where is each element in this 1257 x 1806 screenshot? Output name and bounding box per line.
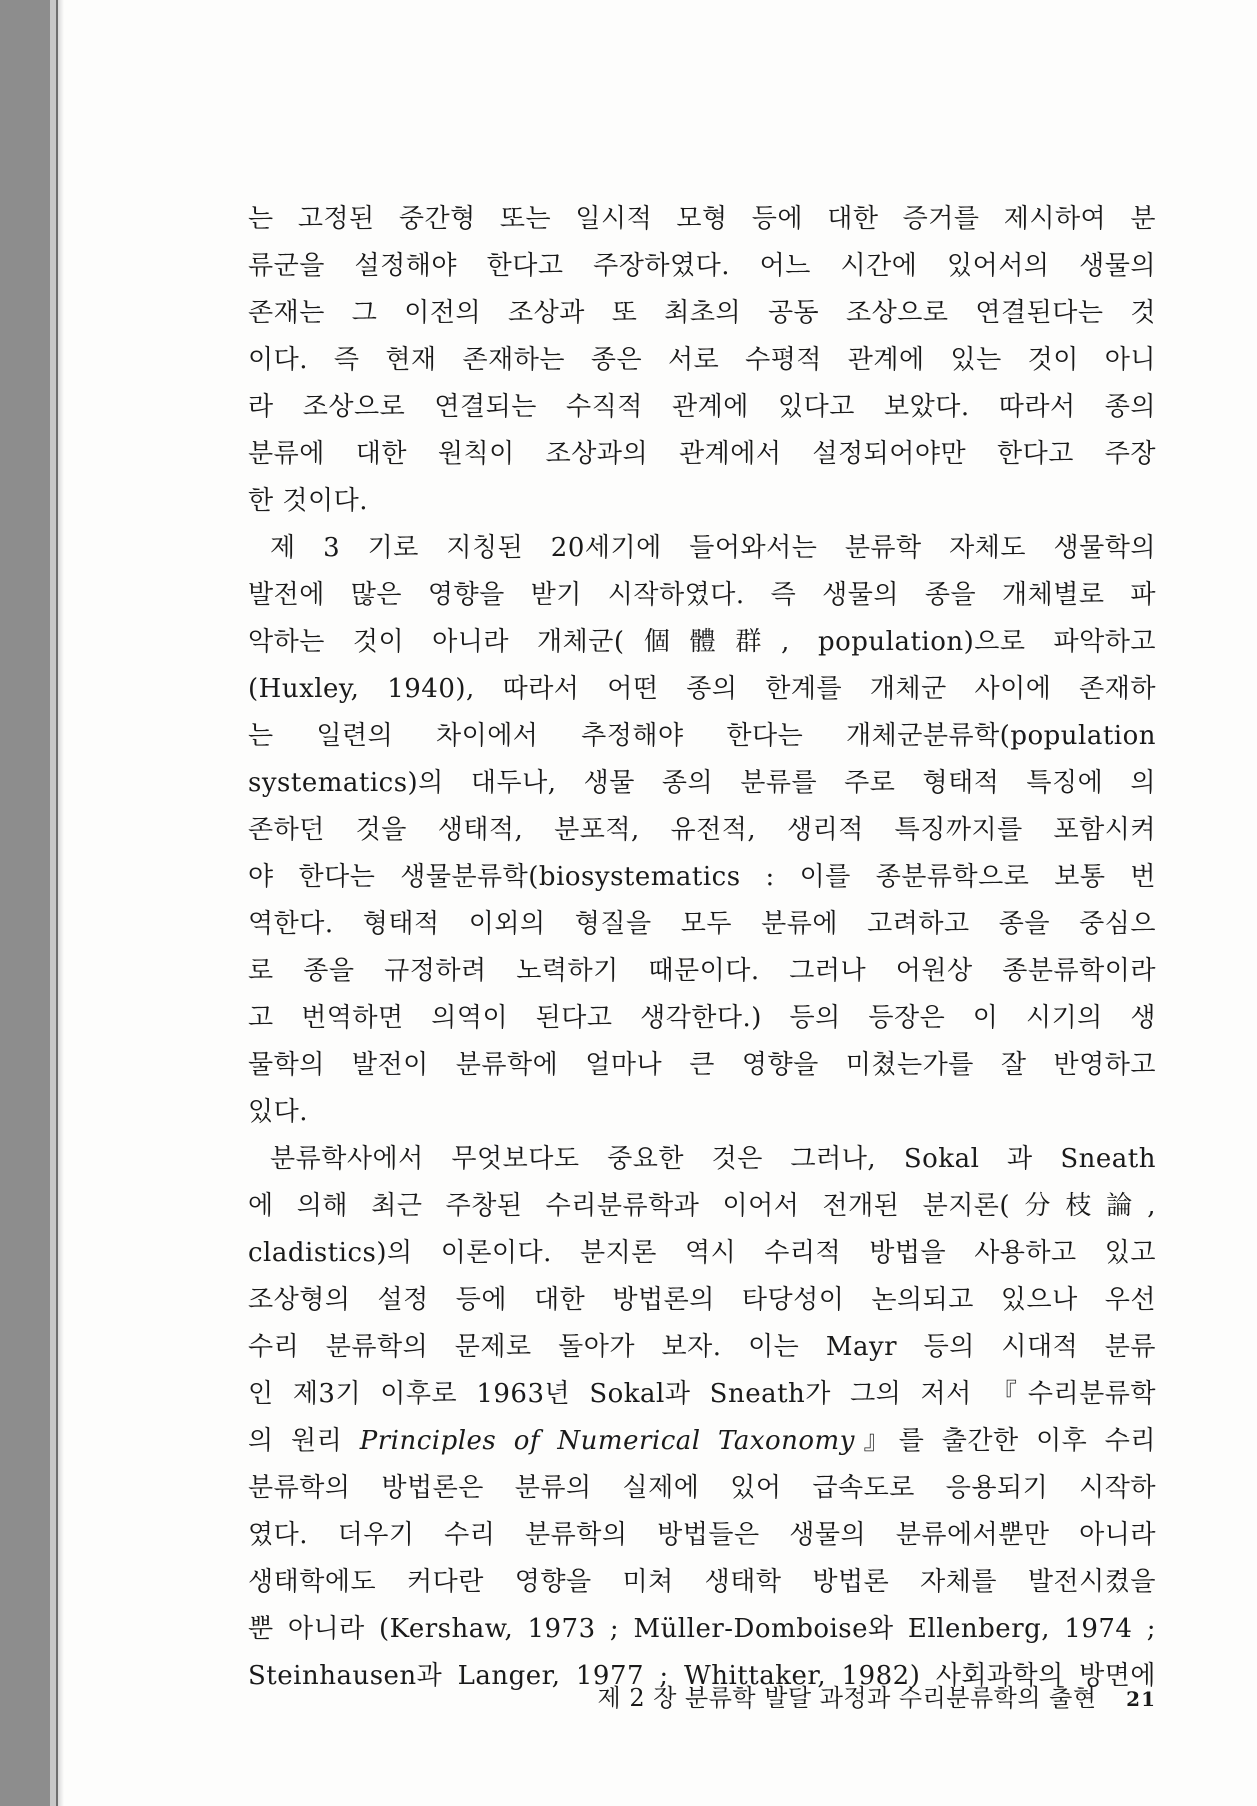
text-line: 로 종을 규정하려 노력하기 때문이다. 그러나 어원상 종분류학이라: [248, 956, 1156, 986]
text-line: 에 의해 최근 주창된 수리분류학과 이어서 전개된 분지론(分枝論,: [248, 1191, 1156, 1221]
text-line: cladistics)의 이론이다. 분지론 역시 수리적 방법을 사용하고 있고: [248, 1238, 1156, 1268]
text-line: 분류에 대한 원칙이 조상과의 관계에서 설정되어야만 한다고 주장: [248, 439, 1156, 469]
text-line: 존재는 그 이전의 조상과 또 최초의 공동 조상으로 연결된다는 것: [248, 298, 1156, 328]
text-line: 류군을 설정해야 한다고 주장하였다. 어느 시간에 있어서의 생물의: [248, 251, 1156, 281]
text-line: 인 제3기 이후로 1963년 Sokal과 Sneath가 그의 저서 『수리분류학: [248, 1379, 1156, 1409]
page-number: 21: [1126, 1687, 1156, 1711]
text-line: 생태학에도 커다란 영향을 미쳐 생태학 방법론 자체를 발전시켰을: [248, 1567, 1156, 1597]
paragraph-start-line: 제 3 기로 지칭된 20세기에 들어와서는 분류학 자체도 생물학의: [270, 533, 1156, 563]
text-line: 발전에 많은 영향을 받기 시작하였다. 즉 생물의 종을 개체별로 파: [248, 580, 1156, 610]
page-binding-edge: [58, 0, 64, 1806]
chapter-title: 제 2 장 분류학 발달 과정과 수리분류학의 출현: [597, 1684, 1097, 1712]
text-line: Steinhausen과 Langer, 1977 ; Whittaker, 1982) 사회과학의 방면에: [248, 1661, 1156, 1691]
text-line: 수리 분류학의 문제로 돌아가 보자. 이는 Mayr 등의 시대적 분류: [248, 1332, 1156, 1362]
text-line: 이다. 즉 현재 존재하는 종은 서로 수평적 관계에 있는 것이 아니: [248, 345, 1156, 375]
text-line: 는 일련의 차이에서 추정해야 한다는 개체군분류학(population: [248, 721, 1156, 751]
text-line: 였다. 더우기 수리 분류학의 방법들은 생물의 분류에서뿐만 아니라: [248, 1520, 1156, 1550]
text-line: 분류학의 방법론은 분류의 실제에 있어 급속도로 응용되기 시작하: [248, 1473, 1156, 1503]
paragraph-start-line: 분류학사에서 무엇보다도 중요한 것은 그러나, Sokal 과 Sneath: [270, 1144, 1156, 1174]
running-footer: [248, 1678, 1156, 1713]
text-line: 뿐 아니라 (Kershaw, 1973 ; Müller-Domboise와 Ellenberg, 1974 ;: [248, 1614, 1156, 1644]
text-line: 물학의 발전이 분류학에 얼마나 큰 영향을 미쳤는가를 잘 반영하고: [248, 1050, 1156, 1080]
text-line: systematics)의 대두나, 생물 종의 분류를 주로 형태적 특징에 의: [248, 768, 1156, 798]
text-line: 있다.: [248, 1097, 308, 1127]
body-text: [248, 196, 1156, 1700]
text-segment: 』를 출간한 이후 수리: [854, 1426, 1156, 1456]
text-line: 악하는 것이 아니라 개체군(個體群, population)으로 파악하고: [248, 627, 1156, 657]
text-line: 존하던 것을 생태적, 분포적, 유전적, 생리적 특징까지를 포함시켜: [248, 815, 1156, 845]
text-line: (Huxley, 1940), 따라서 어떤 종의 한계를 개체군 사이에 존재하: [248, 674, 1156, 704]
text-segment: 의 원리: [248, 1426, 360, 1456]
text-line: 한 것이다.: [248, 486, 368, 516]
text-line: 는 고정된 중간형 또는 일시적 모형 등에 대한 증거를 제시하여 분: [248, 204, 1156, 234]
book-title-italic: Principles of Numerical Taxonomy: [359, 1426, 855, 1456]
text-line-with-italic: [248, 1418, 1156, 1465]
book-page: [56, 0, 1257, 1806]
text-line: 라 조상으로 연결되는 수직적 관계에 있다고 보았다. 따라서 종의: [248, 392, 1156, 422]
text-line: 조상형의 설정 등에 대한 방법론의 타당성이 논의되고 있으나 우선: [248, 1285, 1156, 1315]
text-line: 야 한다는 생물분류학(biosystematics : 이를 종분류학으로 보통 번: [248, 862, 1156, 892]
text-line: 역한다. 형태적 이외의 형질을 모두 분류에 고려하고 종을 중심으: [248, 909, 1156, 939]
text-line: 고 번역하면 의역이 된다고 생각한다.) 등의 등장은 이 시기의 생: [248, 1003, 1156, 1033]
